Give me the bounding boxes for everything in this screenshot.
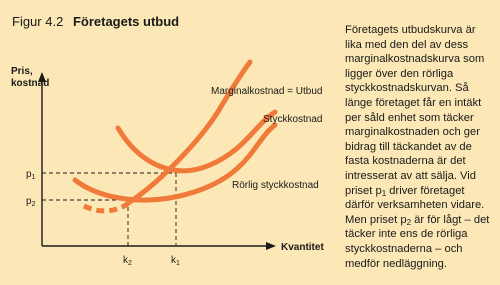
marginal-cost-lower-segment <box>84 202 130 211</box>
unit-cost-label: Styckkostnad <box>263 114 323 125</box>
marginal-cost-label: Marginalkostnad = Utbud <box>211 86 323 97</box>
y-axis-label-line2: kostnad <box>11 78 50 89</box>
explanation-paragraph: Företagets utbudskurva är lika med den del av dess marginalkostnadskurva som ligger över den rörliga styckkostnadskurvan. Så länge företaget får en intäkt per såld enhet som täcker marginalkostnaden och ger bidrag till täckandet av de fasta kostnaderna är det intresserat av att sälja. Vid priset $p_1$ driver företaget därför verksamheten vidare. Men priset $p_2$ är för lågt – det täcker inte ens de rörliga styckkostnaderna – och medför nedläggning. <box>345 24 490 270</box>
x-axis-arrow <box>266 242 276 250</box>
p1-tick-label: $p_1$ <box>26 169 36 181</box>
figure-number: Figur 4.2 <box>12 14 64 29</box>
figure-name: Företagets utbud <box>72 14 180 29</box>
p2-tick-label: $p_2$ <box>26 196 36 208</box>
k1-tick-label: $k_1$ <box>171 255 180 267</box>
y-axis-label-line1: Pris, <box>11 66 33 77</box>
k2-tick-label: $k_2$ <box>123 255 132 267</box>
x-axis-label: Kvantitet <box>281 242 324 253</box>
explanation-text <box>345 23 495 271</box>
variable-unit-cost-label: Rörlig styckkostnad <box>232 180 319 191</box>
